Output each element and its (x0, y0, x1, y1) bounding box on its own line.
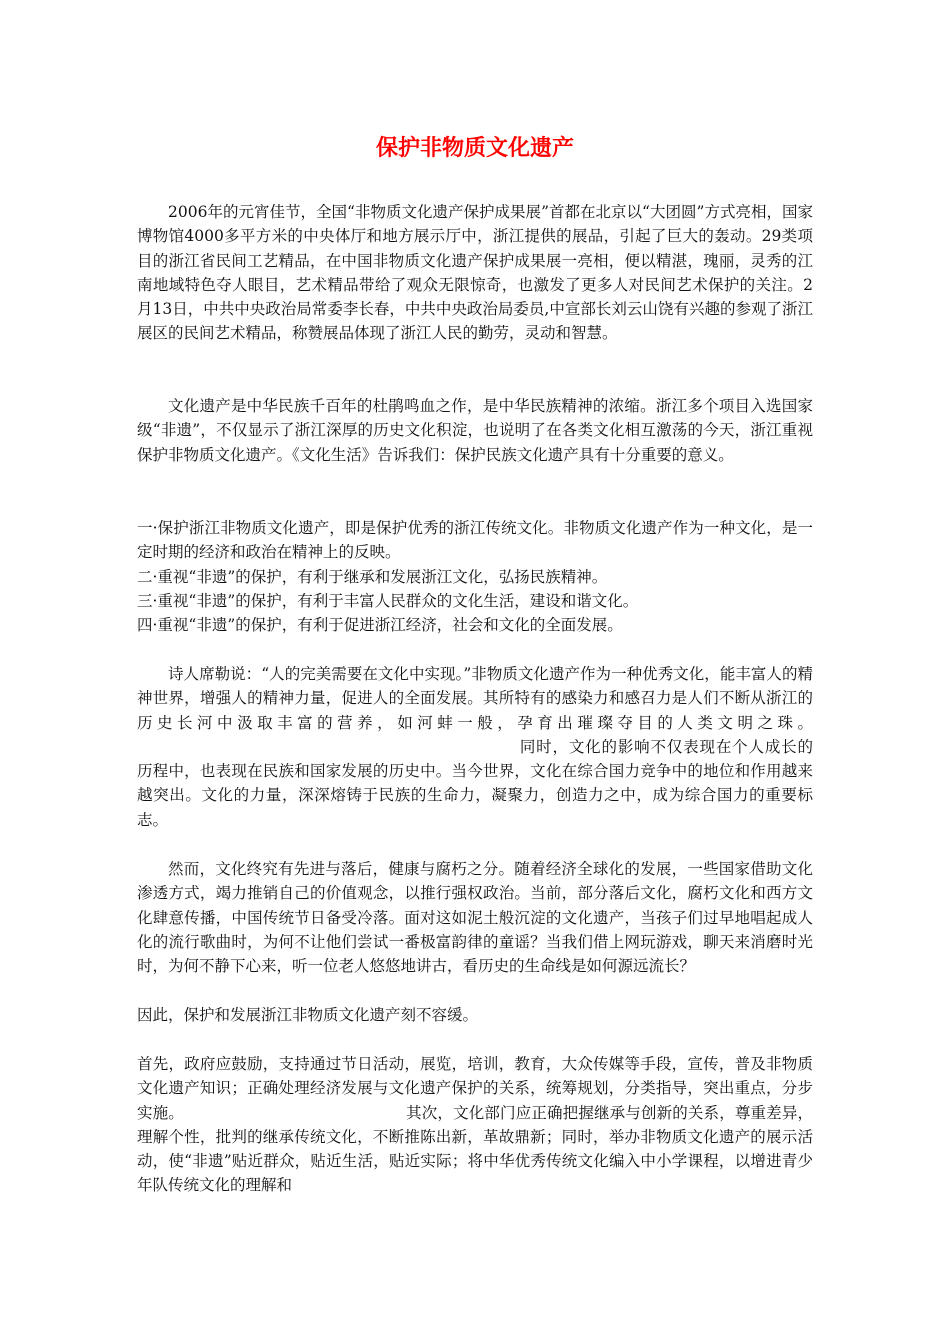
paragraph-measures-part3: 把握继承与创新的关系，尊重差异，理解个性，批判的继承传统文化，不断推陈出新，革故鼎新；同时，举办非物质文化遗产的展示活动，使“非遗”贴近群众，贴近生活，贴近实际；将中华优秀传统文化编入中小学课程，以增进青少年队传统文化的理解和 (137, 1103, 813, 1195)
significance-list (137, 516, 813, 637)
paragraph-schiller-part1: 诗人席勒说：“人的完美需要在文化中实现。”非物质文化遗产作为一种优秀文化，能丰富人的精神世界，增强人的精神力量，促进人的全面发展。其所特有的感染力和感召力是人们不断从浙江的历史长河中汲取丰富的营养，如河蚌一般，孕育出璀璨夺目的人类文明之珠。 (137, 665, 813, 732)
list-item: 四·重视“非遗”的保护，有利于促进浙江经济，社会和文化的全面发展。 (137, 616, 623, 635)
paragraph-measures (137, 1052, 813, 1198)
paragraph-schiller-part2: 同时，文 (519, 737, 586, 756)
list-item: 二·重视“非遗”的保护，有利于继承和发展浙江文化，弘扬民族精神。 (137, 567, 608, 586)
paragraph-therefore: 因此，保护和发展浙江非物质文化遗产刻不容缓。 (137, 1006, 479, 1024)
paragraph-schiller-part3: 化的影响不仅表现在个人成长的历程中，也表现在民族和国家发展的历史中。当今世界，文化在综合国力竞争中的地位和作用越来越突出。文化的力量，深深熔铸于民族的生命力，凝聚力，创造力之中，成为综合国力的重要标志。 (137, 737, 813, 829)
paragraph-heritage: 文化遗产是中华民族千百年的杜鹃鸣血之作，是中华民族精神的浓缩。浙江多个项目入选国家级“非遗”，不仅显示了浙江深厚的历史文化积淀，也说明了在各类文化相互激荡的今天，浙江重视保护非物质文化遗产。《文化生活》告诉我们：保护民族文化遗产具有十分重要的意义。 (137, 397, 813, 464)
list-item: 一·保护浙江非物质文化遗产，即是保护优秀的浙江传统文化。非物质文化遗产作为一种文化，是一定时期的经济和政治在精神上的反映。 (137, 519, 813, 562)
paragraph-measures-part1: 首先，政府应鼓励，支持通过节日活动，展览，培训，教育，大众传媒等手段，宣传，普及非物质文化遗产知识；正确处理经济发展与文化遗产保护的关系，统筹规划，分类指导，突出重点，分步实施。 (137, 1055, 813, 1122)
document-title: 保护非物质文化遗产 (375, 135, 574, 161)
paragraph-measures-part2: 其次，文化部门应正确 (405, 1103, 563, 1122)
paragraph-schiller (137, 662, 813, 832)
list-item: 三·重视“非遗”的保护，有利于丰富人民群众的文化生活，建设和谐文化。 (137, 591, 639, 610)
paragraph-however: 然而，文化终究有先进与落后，健康与腐朽之分。随着经济全球化的发展，一些国家借助文化渗透方式，竭力推销自己的价值观念，以推行强权政治。当前，部分落后文化，腐朽文化和西方文化肆意传播，中国传统节日备受冷落。面对这如泥土般沉淀的文化遗产，当孩子们过早地唱起成人化的流行歌曲时，为何不让他们尝试一番极富韵律的童谣？当我们借上网玩游戏，聊天来消磨时光时，为何不静下心来，听一位老人悠悠地讲古，看历史的生命线是如何源远流长？ (137, 860, 813, 976)
paragraph-expo: 2006年的元宵佳节，全国“非物质文化遗产保护成果展”首都在北京以“大团圆”方式亮相，国家博物馆4000多平方米的中央体厅和地方展示厅中，浙江提供的展品，引起了巨大的轰动。29类项目的浙江省民间工艺精品，在中国非物质文化遗产保护成果展一亮相，便以精湛，瑰丽，灵秀的江南地域特色夺人眼目，艺术精品带给了观众无限惊奇，也激发了更多人对民间艺术保护的关注。2月13日，中共中央政治局常委李长春，中共中央政治局委员,中宣部长刘云山饶有兴趣的参观了浙江展区的民间艺术精品，称赞展品体现了浙江人民的勤劳，灵动和智慧。 (137, 203, 813, 343)
